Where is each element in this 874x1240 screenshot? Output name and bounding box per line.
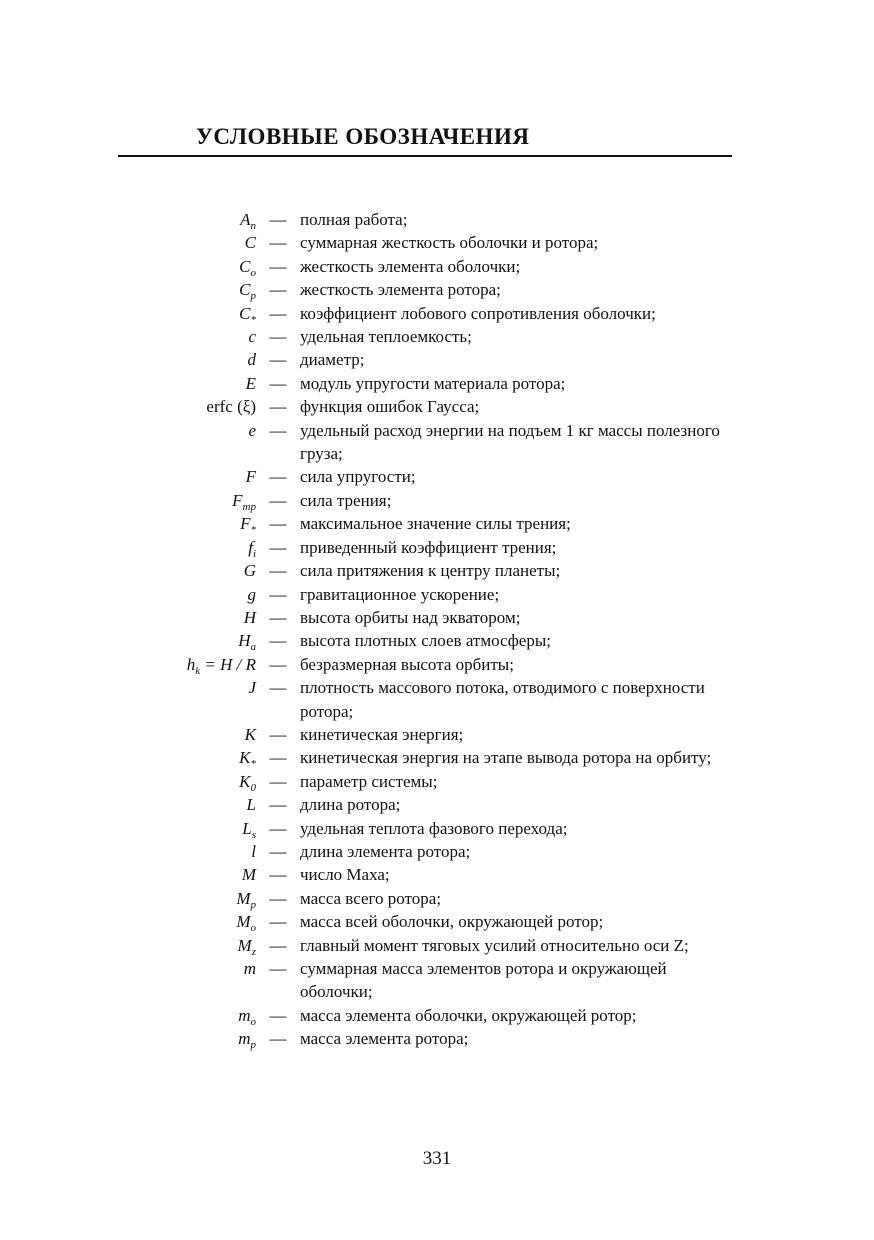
- notation-entry: [0, 746, 874, 769]
- page-title: УСЛОВНЫЕ ОБОЗНАЧЕНИЯ: [196, 124, 530, 149]
- notation-dash: —: [269, 912, 287, 932]
- notation-dash: —: [269, 280, 287, 300]
- notation-symbol: $M_р$: [236, 888, 256, 911]
- notation-entry: [0, 536, 874, 559]
- notation-symbol: G: [243, 561, 256, 581]
- notation-entry: [0, 302, 874, 325]
- notation-entry: [0, 559, 874, 582]
- notation-entry: [0, 512, 874, 535]
- notation-entry: [0, 395, 874, 418]
- notation-dash: —: [269, 935, 287, 955]
- notation-description: кинетическая энергия на этапе вывода ротора на орбиту;: [300, 748, 712, 768]
- notation-symbol: M: [241, 865, 256, 885]
- notation-description: параметр системы;: [300, 771, 438, 791]
- notation-symbol: J: [248, 678, 256, 698]
- notation-description: полная работа;: [300, 210, 408, 229]
- notation-dash: —: [269, 724, 287, 744]
- notation-description: гравитационное ускорение;: [300, 584, 500, 604]
- notation-dash: —: [269, 514, 287, 534]
- notation-entry: [0, 255, 874, 278]
- notation-description: приведенный коэффициент трения;: [300, 537, 557, 557]
- notation-symbol: $m_р$: [238, 1029, 256, 1052]
- notation-symbol: $C_р$: [239, 280, 256, 303]
- notation-symbol: L: [246, 795, 256, 815]
- notation-entry: [0, 583, 874, 606]
- notation-symbol: E: [245, 373, 256, 393]
- notation-symbol: g: [247, 584, 256, 604]
- notation-symbol: $F_*$: [240, 514, 256, 537]
- notation-description: высота орбиты над экватором;: [300, 607, 521, 627]
- notation-entry: [0, 817, 874, 840]
- notation-symbol: $C_*$: [239, 303, 256, 326]
- notation-description: суммарная жесткость оболочки и ротора;: [300, 233, 599, 253]
- notation-symbol: d: [247, 350, 256, 370]
- notation-symbol: C: [244, 233, 256, 253]
- notation-entry: [0, 278, 874, 301]
- notation-symbol: K: [244, 724, 256, 744]
- notation-description: сила трения;: [300, 490, 392, 510]
- notation-dash: —: [269, 327, 287, 347]
- notation-symbol: $F_{тр}$: [232, 490, 256, 513]
- notation-dash: —: [269, 748, 287, 768]
- notation-dash: —: [269, 841, 287, 861]
- notation-description: максимальное значение силы трения;: [300, 514, 571, 534]
- notation-dash: —: [269, 818, 287, 838]
- notation-entry: [0, 770, 874, 793]
- notation-dash: —: [269, 350, 287, 370]
- notation-entry: [0, 419, 874, 466]
- notation-dash: —: [269, 210, 287, 229]
- notation-dash: —: [269, 467, 287, 487]
- notation-description: сила упругости;: [300, 467, 416, 487]
- notation-description: удельный расход энергии на подъем 1 кг массы полезного груза;: [300, 420, 720, 464]
- notation-symbol: erfc (ξ): [206, 397, 256, 417]
- notation-description: функция ошибок Гаусса;: [300, 397, 480, 417]
- notation-description: кинетическая энергия;: [300, 724, 464, 744]
- notation-dash: —: [269, 373, 287, 393]
- notation-symbol: e: [248, 420, 256, 440]
- notation-description: удельная теплота фазового перехода;: [300, 818, 568, 838]
- notation-symbol: $h_k = H / R$: [186, 654, 256, 677]
- notation-description: жесткость элемента оболочки;: [300, 256, 521, 276]
- notation-description: масса элемента оболочки, окружающей ротор;: [300, 1005, 637, 1025]
- notation-description: длина элемента ротора;: [300, 841, 471, 861]
- notation-description: плотность массового потока, отводимого с поверхности ротора;: [300, 678, 705, 721]
- notation-description: масса элемента ротора;: [300, 1029, 469, 1049]
- notation-symbol: $C_о$: [239, 256, 256, 279]
- notation-dash: —: [269, 795, 287, 815]
- notation-symbol: $M_о$: [236, 912, 256, 935]
- notation-symbol: $A_п$: [240, 210, 256, 232]
- notation-dash: —: [269, 537, 287, 557]
- notation-description: жесткость элемента ротора;: [300, 280, 501, 300]
- notation-dash: —: [269, 233, 287, 253]
- notation-entry: [0, 231, 874, 254]
- notation-entry: [0, 957, 874, 1004]
- notation-description: масса всего ротора;: [300, 888, 442, 908]
- notation-symbol: $K_*$: [239, 748, 256, 771]
- notation-entry: [0, 208, 874, 231]
- notation-symbol: H: [243, 607, 256, 627]
- title-rule: [118, 155, 732, 157]
- notation-dash: —: [269, 678, 287, 698]
- notation-symbol: $f_i$: [248, 537, 256, 560]
- notation-dash: —: [269, 607, 287, 627]
- notation-symbol: $M_z$: [237, 935, 256, 958]
- notation-dash: —: [269, 561, 287, 581]
- notation-description: главный момент тяговых усилий относительно оси Z;: [300, 935, 689, 955]
- notation-entry: [0, 1004, 874, 1027]
- notation-entry: [0, 793, 874, 816]
- notation-symbol: m: [243, 959, 256, 978]
- notation-entry: [0, 1027, 874, 1050]
- notation-entry: [0, 723, 874, 746]
- notation-description: длина ротора;: [300, 795, 401, 815]
- notation-symbol: $H_а$: [238, 631, 256, 654]
- notation-list: [0, 208, 874, 1051]
- notation-dash: —: [269, 865, 287, 885]
- notation-symbol: c: [248, 327, 256, 347]
- notation-description: безразмерная высота орбиты;: [300, 654, 514, 674]
- notation-symbol: $K_0$: [239, 771, 256, 794]
- notation-dash: —: [269, 654, 287, 674]
- notation-dash: —: [269, 631, 287, 651]
- notation-description: суммарная масса элементов ротора и окружающей оболочки;: [300, 959, 667, 1002]
- notation-entry: [0, 863, 874, 886]
- notation-entry: [0, 465, 874, 488]
- notation-description: модуль упругости материала ротора;: [300, 373, 566, 393]
- notation-description: масса всей оболочки, окружающей ротор;: [300, 912, 604, 932]
- notation-dash: —: [269, 490, 287, 510]
- notation-dash: —: [269, 888, 287, 908]
- notation-symbol: $m_о$: [238, 1005, 256, 1028]
- notation-dash: —: [269, 959, 287, 978]
- notation-description: высота плотных слоев атмосферы;: [300, 631, 551, 651]
- notation-entry: [0, 887, 874, 910]
- notation-entry: [0, 653, 874, 676]
- notation-dash: —: [269, 584, 287, 604]
- notation-description: коэффициент лобового сопротивления оболочки;: [300, 303, 656, 323]
- notation-description: диаметр;: [300, 350, 365, 370]
- notation-entry: [0, 489, 874, 512]
- notation-entry: [0, 934, 874, 957]
- notation-dash: —: [269, 303, 287, 323]
- page-number: 331: [422, 1148, 452, 1169]
- notation-entry: [0, 325, 874, 348]
- notation-description: сила притяжения к центру планеты;: [300, 561, 561, 581]
- notation-entry: [0, 629, 874, 652]
- notation-entry: [0, 910, 874, 933]
- notation-entry: [0, 606, 874, 629]
- notation-entry: [0, 348, 874, 371]
- notation-entry: [0, 840, 874, 863]
- notation-symbol: l: [251, 841, 256, 861]
- notation-dash: —: [269, 397, 287, 417]
- notation-dash: —: [269, 420, 287, 440]
- notation-entry: [0, 372, 874, 395]
- notation-dash: —: [269, 1005, 287, 1025]
- notation-dash: —: [269, 771, 287, 791]
- notation-dash: —: [269, 1029, 287, 1049]
- notation-dash: —: [269, 256, 287, 276]
- notation-entry: [0, 676, 874, 723]
- notation-symbol: F: [245, 467, 256, 487]
- notation-symbol: $L_s$: [242, 818, 256, 841]
- notation-description: удельная теплоемкость;: [300, 327, 472, 347]
- notation-description: число Маха;: [300, 865, 390, 885]
